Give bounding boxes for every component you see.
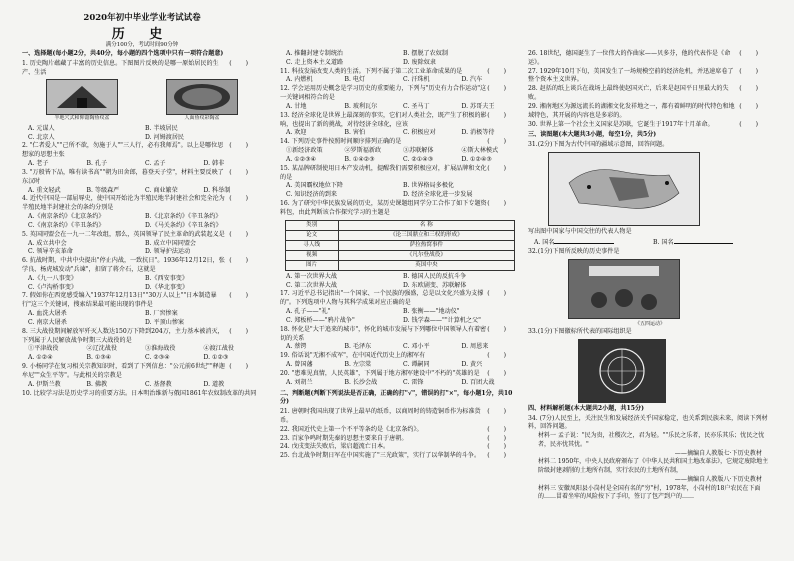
pottery-image-1 <box>46 79 118 115</box>
question-15: () 15. 某品牌研制使用日本产发动机，提醒我们需要积极应对，扩展品牌和文化的是 <box>280 164 520 181</box>
judgement-26: () 26. 18世纪，德国诞生了一位伟大的作曲家——贝多芬，他的代表作是《命运》。 <box>528 50 772 66</box>
question-8-options: A. ①②④ B. ①③④ C. ②③④ D. ①②③ <box>28 354 229 362</box>
table-row: 图片 英国中央 <box>285 260 514 270</box>
un-emblem <box>578 339 666 403</box>
question-1: () 1. 历史陶片蕴藏了丰富的历史信息。下图图片反映的是哪一原始居民的生产、生活 <box>22 59 262 76</box>
question-16-table <box>285 220 515 271</box>
section-2-heading: 二、判断题(判断下列说法是否正确，正确的打"√"，错误的打"×"，每小题1分，共10分) <box>280 389 513 406</box>
judgement-21: () 21. 唐朝时我国出现了世界上最早的纸币，以商周时的铸造铜币作为标准货币。 <box>280 408 520 424</box>
judgement-27: () 27. 1929年10月下旬，美国发生了一场规模空前的经济危机，并迅速席卷了整个资本主义世界。 <box>528 67 772 84</box>
material-2: 材料二 1950年，中央人民政府颁布了《中华人民共和国土地改革法》，它规定废除地主阶级封建剥削的土地所有制，实行农民的土地所有制， <box>538 458 769 475</box>
question-14-options: A. ①②③④ B. ①④②③ C. ②①④③ D. ①②④③ <box>286 155 492 163</box>
question-16-options: A. 第一次世界大战 B. 德国人民的反抗斗争 C. 第二次世界大战 D. 东欧剧变、苏联解体 <box>286 272 467 289</box>
question-3: () 3. "万般皆下品，唯有读书高""朝为田舍郎，暮登天子堂"，材料主要反映了东汉时 <box>22 168 262 185</box>
question-1-images <box>22 79 262 122</box>
question-14: () 14. 下列历史事件按照时间顺序排列正确的是 <box>280 138 520 146</box>
question-14-items: ①新经济政策 ②罗斯福新政 ③苏联解体 ④斯大林模式 <box>286 147 499 155</box>
reading-32: 32.(1分)下图所反映的历史事件是 <box>528 247 620 255</box>
judgement-24: () 24. 戊戌变法失败后，梁启超流亡日本。 <box>280 443 520 451</box>
question-19-options: A. 曾国藩 B. 左宗棠 C. 谭嗣同 D. 黄兴 <box>286 361 483 369</box>
section-4-heading: 四、材料解析题(本大题共2小题，共15分) <box>528 404 644 412</box>
table-row: 视频 《凡尔登战役》 <box>285 250 514 260</box>
exam-title: 2020年初中毕业学业考试试卷 <box>83 13 201 23</box>
column-2 <box>280 50 520 461</box>
table-header-row: 类别 名 称 <box>285 220 514 230</box>
question-12-options: A. 甘地 B. 玻利瓦尔 C. 圣马丁 D. 苏哥夫王 <box>286 102 495 110</box>
question-9: () 9. 小杨同学在复习相关宗教知识时，看到了下列信息："公元前6世纪""释迦牟尼""众生平等"。与此相关的宗教是 <box>22 363 262 379</box>
material-34: 34. (7分)人民至上，关注民生和发展经济关乎国家稳定，也关系到民族未来，阅读下列材料，回答问题。 <box>528 414 768 431</box>
question-17: () 17. 习近平总书记指出"一个国家、一个民族的强盛，总是以文化兴盛为支撑的"。下列选项中人物与其科学成果对应正确的是 <box>280 290 520 307</box>
question-3-options: A. 重文轻武 B. 等级森严 C. 商业繁荣 D. 科举制 <box>28 186 231 194</box>
question-11: () 11. 科技发展改变人类的生活。下列不属于第二次工业革命成果的是 <box>280 67 520 75</box>
question-17-options: A. 孔子——"礼" B. 张衡——"地动仪" C. 郑板桥——"鸦片战争" D. 钱学森——""计算机之父" <box>286 308 481 324</box>
reading-31: 31.(2分)下图为古代中国的疆域示意图，回答问题。 <box>528 141 669 149</box>
column-3 <box>528 50 772 502</box>
pottery-image-2 <box>166 79 238 115</box>
question-8: () 8. 三大战役期间解放军歼灭人数达150万下降到204万，主力基本被消灭，下列属于人民解放战争时期三大战役的是 <box>22 327 262 344</box>
material-2-source: ——摘编自人教版八·下历史教材 <box>674 475 762 483</box>
question-10-options: A. 推翻封建专制统治 B. 摆脱了农奴制 C. 走上资本主义道路 D. 废除奴隶 <box>286 50 448 66</box>
question-6-options: A.《九一八事变》 B.《西安事变》 C.《卢沟桥事变》 D.《华北事变》 <box>28 274 189 291</box>
column-1 <box>22 48 262 398</box>
question-4-options: A.《南京条约》《北京条约》 B.《北京条约》《辛丑条约》 C.《南京条约》《辛丑条约》 D.《马关条约》《辛丑条约》 <box>28 213 222 229</box>
question-20-options: A. 刘胡兰 B. 长沙会战 C. 雷锋 D. 百团大战 <box>286 378 495 386</box>
question-9-options: A. 伊斯兰教 B. 佛教 C. 基督教 D. 道教 <box>28 380 225 388</box>
section-3-heading: 三、读图题(本大题共3小题，每空1分，共5分) <box>528 131 657 139</box>
reading-31-question: 写出图中国家与中国交往的代表人物是 <box>528 228 632 236</box>
pottery-image-2-caption: 人面鱼纹彩陶盆 <box>184 115 220 122</box>
question-20: () 20. "患难见真情，人民英雄"，下列属于地方湘军建设中"不朽的"英雄的是 <box>280 369 520 377</box>
historical-photo <box>568 259 680 319</box>
question-13: () 13. 经济全球化是世界上最深刻的事实，它们对人类社会，既产生了积极的影响，也提出了新的挑战，对待经济全球化，应该 <box>280 111 520 128</box>
question-1-options: A. 元谋人 B. 半坡居民 C. 北京人 D. 河姆渡居民 <box>28 124 185 141</box>
judgement-23: () 23. 百家争鸣时期先秦的思想主要来自于唐朝。 <box>280 434 520 442</box>
question-12: () 12. 学会运用历史概念是学习历史的重要能力，下列与"历史有力合作运动"这一关键词相符合的是 <box>280 85 520 102</box>
table-row: 论文 《论三国鼎立和三权的形成》 <box>285 230 514 240</box>
question-8-items: ①平津战役 ②辽沈战役 ③淮海战役 ④渡江战役 <box>28 345 234 353</box>
question-5: () 5. 英国同盟会在一九一二年改组，那么，英国领导了民主革命的武装起义是 <box>22 230 262 238</box>
question-7: () 7. 假如你在西宽感受编入"1937年12月13日""30万人以上""日本制造暴行"这三个关键词，搜索结果最可能出现的事件是 <box>22 292 262 309</box>
judgement-22: () 22. 我国近代史上第一个不平等条约是《北京条约》。 <box>280 425 520 433</box>
question-2-options: A. 老子 B. 孔子 C. 孟子 D. 韩非 <box>28 160 225 168</box>
question-7-options: A. 血洗大屠杀 B. 厂窖惨案 C. 南京大屠杀 D. 平顶山惨案 <box>28 310 185 326</box>
question-16: () 16. 为了研究中华民族发展的历史，某历史课题组同学分工合作了如下专题资料包，由此判断该合作探究学习的主题是 <box>280 200 520 216</box>
historical-map <box>548 152 700 226</box>
table-row: 寻人线 萨拉热窝事件 <box>285 240 514 250</box>
question-4: () 4. 近代中国是一部屈辱史，使中国开始沦为半殖民地半封建社会和完全沦为半殖民地半封建社会的条约分别是 <box>22 195 262 212</box>
question-19: () 19. 俗话说"无湘不成军"，在中国近代历史上的湘军有 <box>280 352 520 360</box>
exam-note: 满分100分，考试时间90分钟 <box>105 42 179 48</box>
historical-photo-caption: 《五四运动》 <box>634 320 665 327</box>
subject-title: 历 史 <box>111 27 173 42</box>
question-18-options: A. 蔡锷 B. 毛泽东 C. 邓小平 D. 周恩来 <box>286 343 489 351</box>
section-1-heading: 一、选择题(每小题2分，共40分，每小题的四个选项中只有一项符合题意) <box>22 50 224 57</box>
reading-33: 33.(1分)下图徽标所代表的国际组织是 <box>528 327 632 335</box>
material-1: 材料一 孟子说："民为贵，社稷次之，君为轻。""乐民之乐者，民亦乐其乐；忧民之忧者，民亦忧其忧。" <box>538 432 765 448</box>
pottery-image-1-caption: 半地穴式和仰韶陶鱼纹盆 <box>54 115 110 122</box>
question-13-options: A. 欢迎 B. 害怕 C. 积极应对 D. 消极等待 <box>286 129 495 137</box>
question-10: 10. 比较学习法是历史学习的重要方法。日本明治维新与俄国1861年农奴制改革的共同 <box>22 389 257 397</box>
question-18: () 18. 怀化是"大干追来的城市"，怀化的城市发展与下列哪位中国领导人有着密切的关系 <box>280 325 520 342</box>
judgement-25: () 25. 台北战争时期日军在中国实施了"三光政策"，实行了以华制华的斗争。 <box>280 452 520 460</box>
question-11-options: A. 内燃机 B. 电灯 C. 汗珠机 D. 汽车 <box>286 76 483 84</box>
material-3: 材料三 安徽凤阳县小岗村是全国有名的"穷"村，1978年，小岗村的18户农民在下面的……冒着坐牢的风险按下了手印，签订了包产到户的…… <box>538 484 761 501</box>
material-1-source: ——摘编自人教版七·下历史教材 <box>674 449 762 457</box>
judgement-30: () 30. 世界上第一个社会主义国家是苏联，它诞生于1917年十月革命。 <box>528 120 772 128</box>
question-5-options: A. 成立共中会 B. 成立中国同盟会 C. 领导辛亥革命 D. 领导护法运动 <box>28 239 197 256</box>
judgement-28: () 28. 赵括的纸上谈兵在战场上最终使赵国灭亡，后来是赵国平日里最大的失败。 <box>528 85 772 102</box>
judgement-29: () 29. 湘南地区为源远流长的湖湘文化发祥地之一，都有着鲜明的时代特色和地域特色，其开展的内容也是多彩的。 <box>528 102 772 119</box>
question-15-options: A. 美国霸权地位下降 B. 世界格局多极化 C. 知识经济的到来 D. 经济全球化进一步发展 <box>286 182 473 199</box>
question-2: () 2. "仁者爱人""己所不欲，勿施于人""三人行，必有我师焉"。以上是哪位思想家的思想主张 <box>22 142 262 159</box>
reading-31-answers: A. 国名 B. 国名 <box>528 237 772 248</box>
question-6: () 6. 抗战时期，中共中央提出"停止内战，一致抗日"。1936年12月12日，张学良、杨虎城发动"兵谏"，扣留了蒋介石，这就是 <box>22 257 262 273</box>
